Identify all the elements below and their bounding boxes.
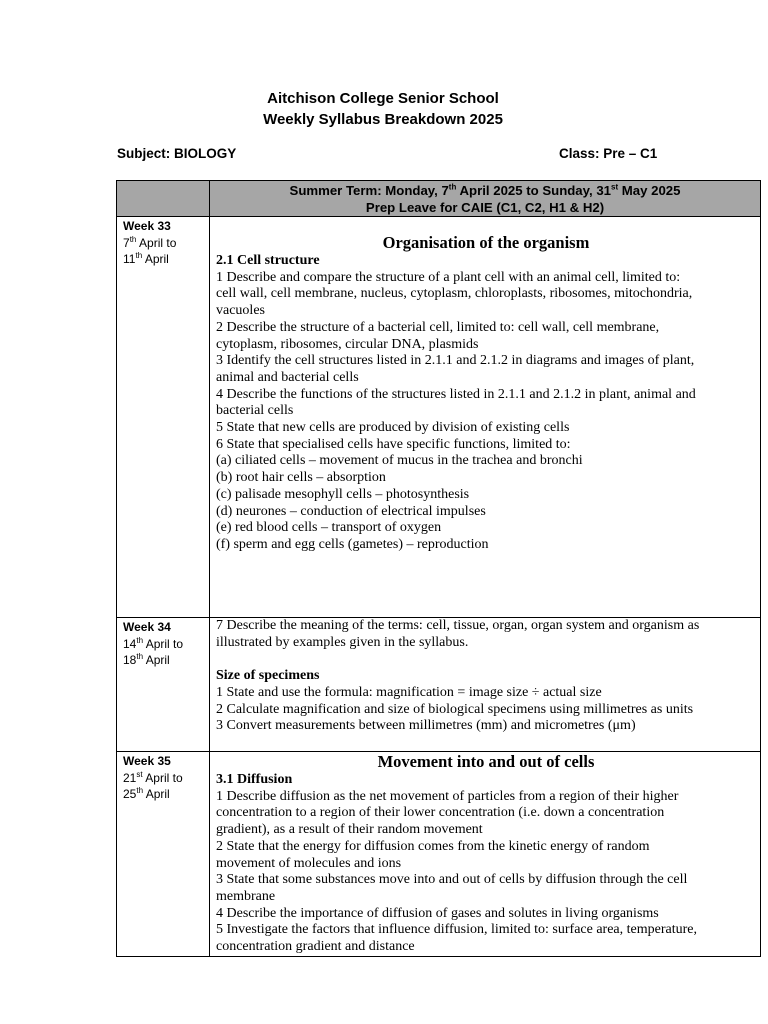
prep-leave-note: Prep Leave for CAIE (C1, C2, H1 & H2): [365, 200, 605, 215]
week-row-33: [117, 217, 761, 618]
objective-line: bacterial cells: [216, 403, 294, 419]
objective-line: concentration to a region of their lower concentration (i.e. down a concentration: [216, 805, 665, 821]
week-row-34: [117, 618, 761, 752]
topic-heading: Organisation of the organism: [382, 233, 590, 252]
week-start-date: 21st April to: [123, 769, 183, 785]
header-blank-cell: [117, 181, 210, 217]
week-label: Week 33: [123, 219, 171, 233]
syllabus-title: Weekly Syllabus Breakdown 2025: [263, 111, 503, 128]
objective-list: [216, 618, 756, 651]
objective-line: 1 Describe and compare the structure of a plant cell with an animal cell, limited to:: [216, 269, 681, 285]
objective-line: membrane: [216, 888, 276, 904]
section-heading: 2.1 Cell structure: [216, 253, 320, 268]
week-content: [210, 217, 761, 618]
week-label: Week 34: [123, 620, 171, 634]
week-cell: [117, 752, 210, 957]
objective-line: 1 State and use the formula: magnification = image size ÷ actual size: [216, 684, 602, 700]
week-label: Week 35: [123, 754, 171, 768]
objective-line: 4 Describe the importance of diffusion of gases and solutes in living organisms: [216, 905, 659, 921]
objective-line: gradient), as a result of their random movement: [216, 822, 483, 838]
objective-line: 2 State that the energy for diffusion comes from the kinetic energy of random: [216, 838, 650, 854]
objective-line: 6 State that specialised cells have specific functions, limited to:: [216, 436, 571, 452]
term-header-row: [117, 181, 761, 217]
section-heading: Size of specimens: [216, 668, 320, 684]
objective-line: 3 Convert measurements between millimetres (mm) and micrometres (μm): [216, 718, 636, 734]
objective-line: 3 Identify the cell structures listed in 2.1.1 and 2.1.2 in diagrams and images of plant,: [216, 353, 695, 369]
objective-list: [216, 685, 756, 735]
school-name: Aitchison College Senior School: [267, 90, 499, 107]
objective-line: (d) neurones – conduction of electrical impulses: [216, 503, 486, 519]
syllabus-table: [116, 180, 761, 957]
objective-line: 1 Describe diffusion as the net movement of particles from a region of their higher: [216, 788, 679, 804]
week-row-35: [117, 752, 761, 957]
objective-line: 5 Investigate the factors that influence diffusion, limited to: surface area, temperature,: [216, 922, 697, 938]
objective-line: illustrated by examples given in the syllabus.: [216, 634, 469, 650]
term-dates: Summer Term: Monday, 7th April 2025 to Sunday, 31st May 2025: [289, 182, 681, 198]
objective-line: 5 State that new cells are produced by division of existing cells: [216, 420, 570, 436]
objective-line: cytoplasm, ribosomes, circular DNA, plasmids: [216, 336, 479, 352]
section-heading: 3.1 Diffusion: [216, 772, 293, 787]
objective-line: 4 Describe the functions of the structures listed in 2.1.1 and 2.1.2 in plant, animal and: [216, 386, 696, 402]
term-header-cell: [210, 181, 761, 217]
objective-line: (a) ciliated cells – movement of mucus in the trachea and bronchi: [216, 453, 583, 469]
topic-heading: Movement into and out of cells: [377, 752, 595, 771]
objective-line: 7 Describe the meaning of the terms: cell, tissue, organ, organ system and organism as: [216, 618, 700, 633]
objective-line: animal and bacterial cells: [216, 369, 359, 385]
objective-line: 3 State that some substances move into and out of cells by diffusion through the cell: [216, 872, 688, 888]
week-start-date: 7th April to: [123, 234, 177, 250]
objective-line: (e) red blood cells – transport of oxygen: [216, 520, 442, 536]
objective-line: movement of molecules and ions: [216, 855, 402, 871]
week-content: [210, 618, 761, 752]
objective-line: cell wall, cell membrane, nucleus, cytoplasm, chloroplasts, ribosomes, mitochondria,: [216, 286, 693, 302]
week-start-date: 14th April to: [123, 635, 184, 651]
week-end-date: 11th April: [123, 251, 169, 266]
objective-line: (f) sperm and egg cells (gametes) – reproduction: [216, 536, 489, 552]
week-cell: [117, 618, 210, 752]
objective-line: vacuoles: [216, 303, 265, 319]
week-end-date: 18th April: [123, 652, 170, 667]
objective-line: concentration gradient and distance: [216, 939, 415, 955]
week-cell: [117, 217, 210, 618]
objective-list: [216, 789, 756, 956]
week-content: [210, 752, 761, 957]
objective-line: 2 Calculate magnification and size of biological specimens using millimetres as units: [216, 701, 694, 717]
objective-line: (c) palisade mesophyll cells – photosynthesis: [216, 486, 470, 502]
objective-line: 2 Describe the structure of a bacterial cell, limited to: cell wall, cell membrane,: [216, 319, 660, 335]
class-label: Class: Pre – C1: [559, 146, 658, 161]
objective-list: [216, 270, 756, 554]
document-title: [0, 88, 768, 130]
objective-line: (b) root hair cells – absorption: [216, 470, 386, 486]
subject-label: Subject: BIOLOGY: [117, 146, 237, 161]
week-end-date: 25th April: [123, 786, 170, 801]
